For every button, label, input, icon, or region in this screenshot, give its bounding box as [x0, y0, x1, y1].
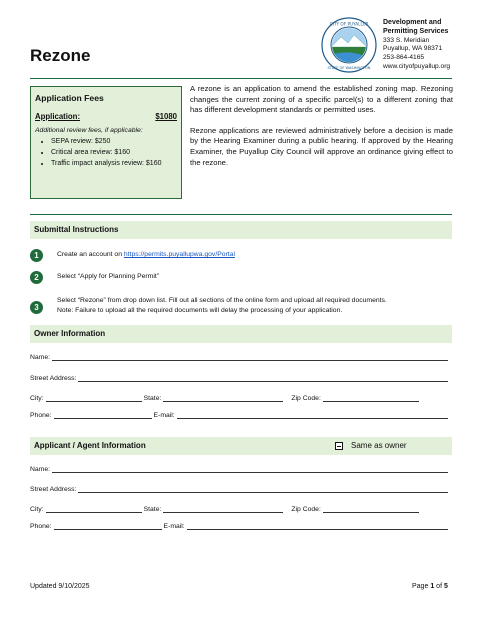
applicant-phone-field[interactable]	[54, 522, 162, 530]
fee-item: • SEPA review: $250	[51, 136, 177, 147]
department-phone: 253-864-4165	[383, 54, 425, 62]
department-name-line1: Development and	[383, 19, 442, 26]
applicant-state-label: State:	[143, 506, 162, 513]
owner-state-label: State:	[143, 395, 162, 402]
applicant-name-field[interactable]	[52, 465, 448, 473]
step-number-3: 3	[30, 301, 43, 314]
applicant-email-label: E-mail:	[163, 523, 185, 530]
owner-city-field[interactable]	[46, 394, 142, 402]
additional-fees-list	[35, 136, 177, 169]
department-website: www.cityofpuyallup.org	[383, 62, 451, 70]
applicant-city-field[interactable]	[46, 505, 142, 513]
owner-city-row	[30, 394, 450, 402]
applicant-zip-label: Zip Code:	[291, 506, 321, 513]
owner-name-field[interactable]	[52, 353, 448, 361]
owner-name-row	[30, 353, 450, 361]
owner-email-label: E-mail:	[153, 412, 175, 419]
applicant-street-field[interactable]	[78, 485, 448, 493]
intro-paragraph-2: Rezone applications are reviewed administratively before a decision is made by the Hearing Examiner during a public hearing. If approved by the Hearing Examiner, the Puyallup City Council will approve an ordinance giving effect to the rezone.	[190, 125, 453, 167]
owner-email-field[interactable]	[177, 411, 448, 419]
applicant-city-row	[30, 505, 450, 513]
owner-zip-label: Zip Code:	[291, 395, 321, 402]
step-number-1: 1	[30, 249, 43, 262]
header-divider	[30, 78, 452, 79]
portal-link[interactable]: https://permits.puyallupwa.gov/Portal	[123, 251, 235, 258]
logo-ring-bottom: STATE OF WASHINGTON	[327, 66, 371, 70]
owner-phone-field[interactable]	[54, 411, 152, 419]
intro-paragraph-1: A rezone is an application to amend the established zoning map. Rezoning changes the current zoning of a specific parcel(s) to a different zoning that has different development standards or permitted uses.	[190, 84, 453, 115]
owner-street-field[interactable]	[78, 374, 448, 382]
fee-item: • Traffic impact analysis review: $160	[51, 158, 177, 169]
owner-phone-label: Phone:	[30, 412, 52, 419]
applicant-zip-field[interactable]	[323, 505, 419, 513]
fee-item: • Critical area review: $160	[51, 147, 177, 158]
same-as-owner-option[interactable]	[335, 437, 407, 455]
department-address2: Puyallup, WA 98371	[383, 45, 443, 53]
same-as-owner-label: Same as owner	[351, 441, 407, 450]
applicant-phone-row	[30, 522, 450, 530]
page-indicator: Page 1 of 5	[412, 583, 448, 590]
owner-zip-field[interactable]	[323, 394, 419, 402]
applicant-street-row	[30, 485, 450, 493]
applicant-name-label: Name:	[30, 466, 51, 473]
city-seal-logo	[321, 17, 377, 73]
step-1-text: Create an account on https://permits.puyallupwa.gov/Portal	[57, 251, 235, 258]
applicant-street-label: Street Address:	[30, 486, 77, 493]
applicant-city-label: City:	[30, 506, 44, 513]
owner-city-label: City:	[30, 395, 44, 402]
applicant-heading: Applicant / Agent Information Same as owner	[30, 437, 452, 455]
owner-name-label: Name:	[30, 354, 51, 361]
application-fee-row	[35, 112, 177, 121]
owner-heading: Owner Information	[30, 325, 452, 343]
applicant-phone-label: Phone:	[30, 523, 52, 530]
department-name-line2: Permitting Services	[383, 27, 449, 35]
department-address1: 333 S. Meridian	[383, 36, 430, 44]
application-fee-amount: $1080	[155, 112, 177, 121]
application-fees-box	[30, 86, 182, 199]
step-2-text: Select “Apply for Planning Permit”	[57, 273, 159, 280]
department-contact	[383, 19, 450, 72]
updated-date: Updated 9/10/2025	[30, 583, 90, 590]
step-3-text: Select “Rezone” from drop down list. Fill out all sections of the online form and upload all required documents. Note: Failure to upload all the required documents will delay the processing of your application.	[57, 297, 387, 314]
owner-street-label: Street Address:	[30, 375, 77, 382]
application-fee-label: Application:	[35, 112, 81, 121]
page-title: Rezone	[30, 46, 91, 65]
logo-ring-top: CITY OF PUYALLUP	[329, 21, 369, 27]
submittal-heading: Submittal Instructions	[30, 221, 452, 239]
owner-street-row	[30, 374, 450, 382]
applicant-state-field[interactable]	[163, 505, 283, 513]
intro-text	[190, 84, 453, 178]
same-as-owner-checkbox[interactable]	[335, 442, 343, 450]
owner-state-field[interactable]	[163, 394, 283, 402]
section-divider	[30, 214, 452, 215]
applicant-email-field[interactable]	[187, 522, 448, 530]
fees-heading: Application Fees	[35, 93, 104, 103]
step-number-2: 2	[30, 271, 43, 284]
owner-phone-row	[30, 411, 450, 419]
additional-fees-note: Additional review fees, if applicable:	[35, 127, 143, 134]
applicant-name-row	[30, 465, 450, 473]
